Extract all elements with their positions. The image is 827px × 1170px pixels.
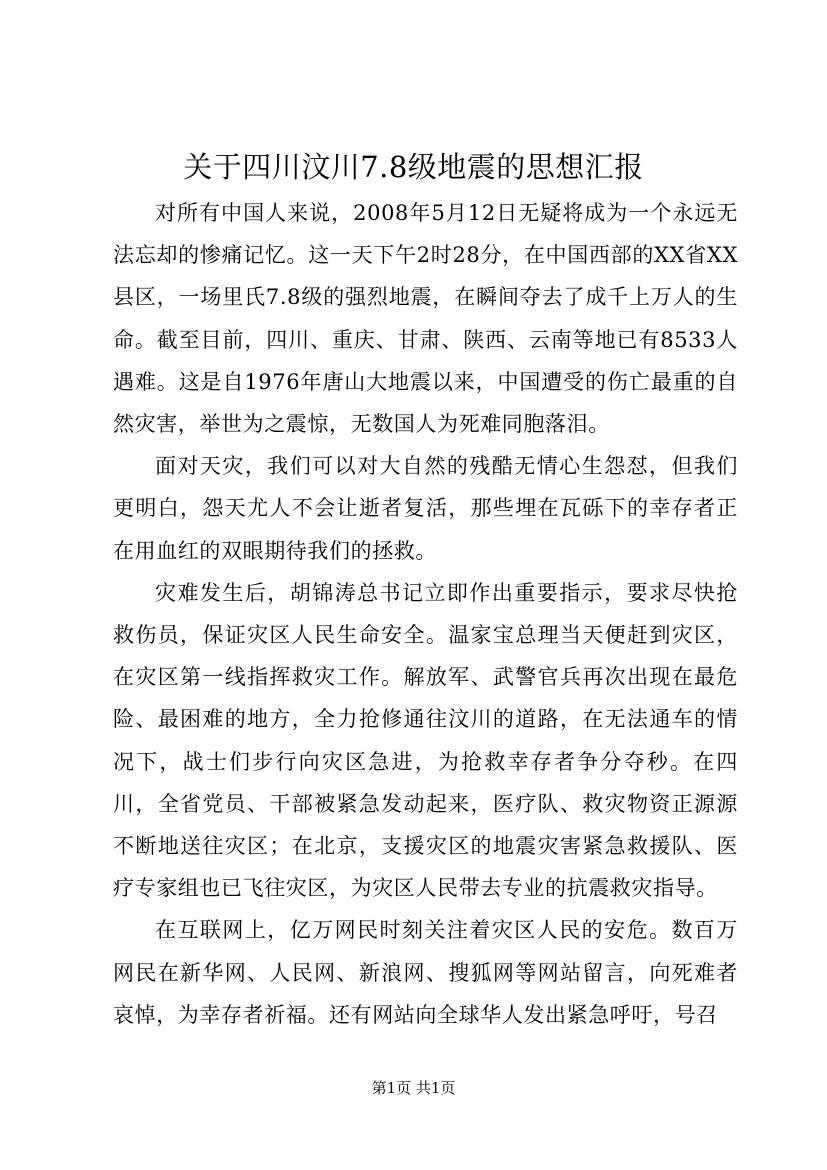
paragraph: 对所有中国人来说，2008年5月12日无疑将成为一个永远无法忘却的惨痛记忆。这一天下午2时28分，在中国西部的XX省XX县区，一场里氏7.8级的强烈地震，在瞬间夺去了成千上万人的生命。截至目前，四川、重庆、甘肃、陕西、云南等地已有8533人遇难。这是自1976年唐山大地震以来，中国遭受的伤亡最重的自然灾害，举世为之震惊，无数国人为死难同胞落泪。 (113, 201, 738, 437)
paragraph: 面对天灾，我们可以对大自然的残酷无情心生怨怼，但我们更明白，怨天尤人不会让逝者复活，那些埋在瓦砾下的幸存者正在用血红的双眼期待我们的拯救。 (113, 454, 738, 563)
document-body (113, 192, 738, 1036)
document-title: 关于四川汶川7.8级地震的思想汇报 (183, 150, 644, 184)
page-footer: 第1页 共1页 (371, 1079, 456, 1097)
paragraph: 在互联网上，亿万网民时刻关注着灾区人民的安危。数百万网民在新华网、人民网、新浪网、搜狐网等网站留言，向死难者哀悼，为幸存者祈福。还有网站向全球华人发出紧急呼吁，号召 (113, 918, 738, 1027)
paragraph: 灾难发生后，胡锦涛总书记立即作出重要指示，要求尽快抢救伤员，保证灾区人民生命安全。温家宝总理当天便赶到灾区，在灾区第一线指挥救灾工作。解放军、武警官兵再次出现在最危险、最困难的地方，全力抢修通往汶川的道路，在无法通车的情况下，战士们步行向灾区急进，为抢救幸存者争分夺秒。在四川，全省党员、干部被紧急发动起来，医疗队、救灾物资正源源不断地送往灾区；在北京，支援灾区的地震灾害紧急救援队、医疗专家组也已飞往灾区，为灾区人民带去专业的抗震救灾指导。 (113, 580, 738, 901)
